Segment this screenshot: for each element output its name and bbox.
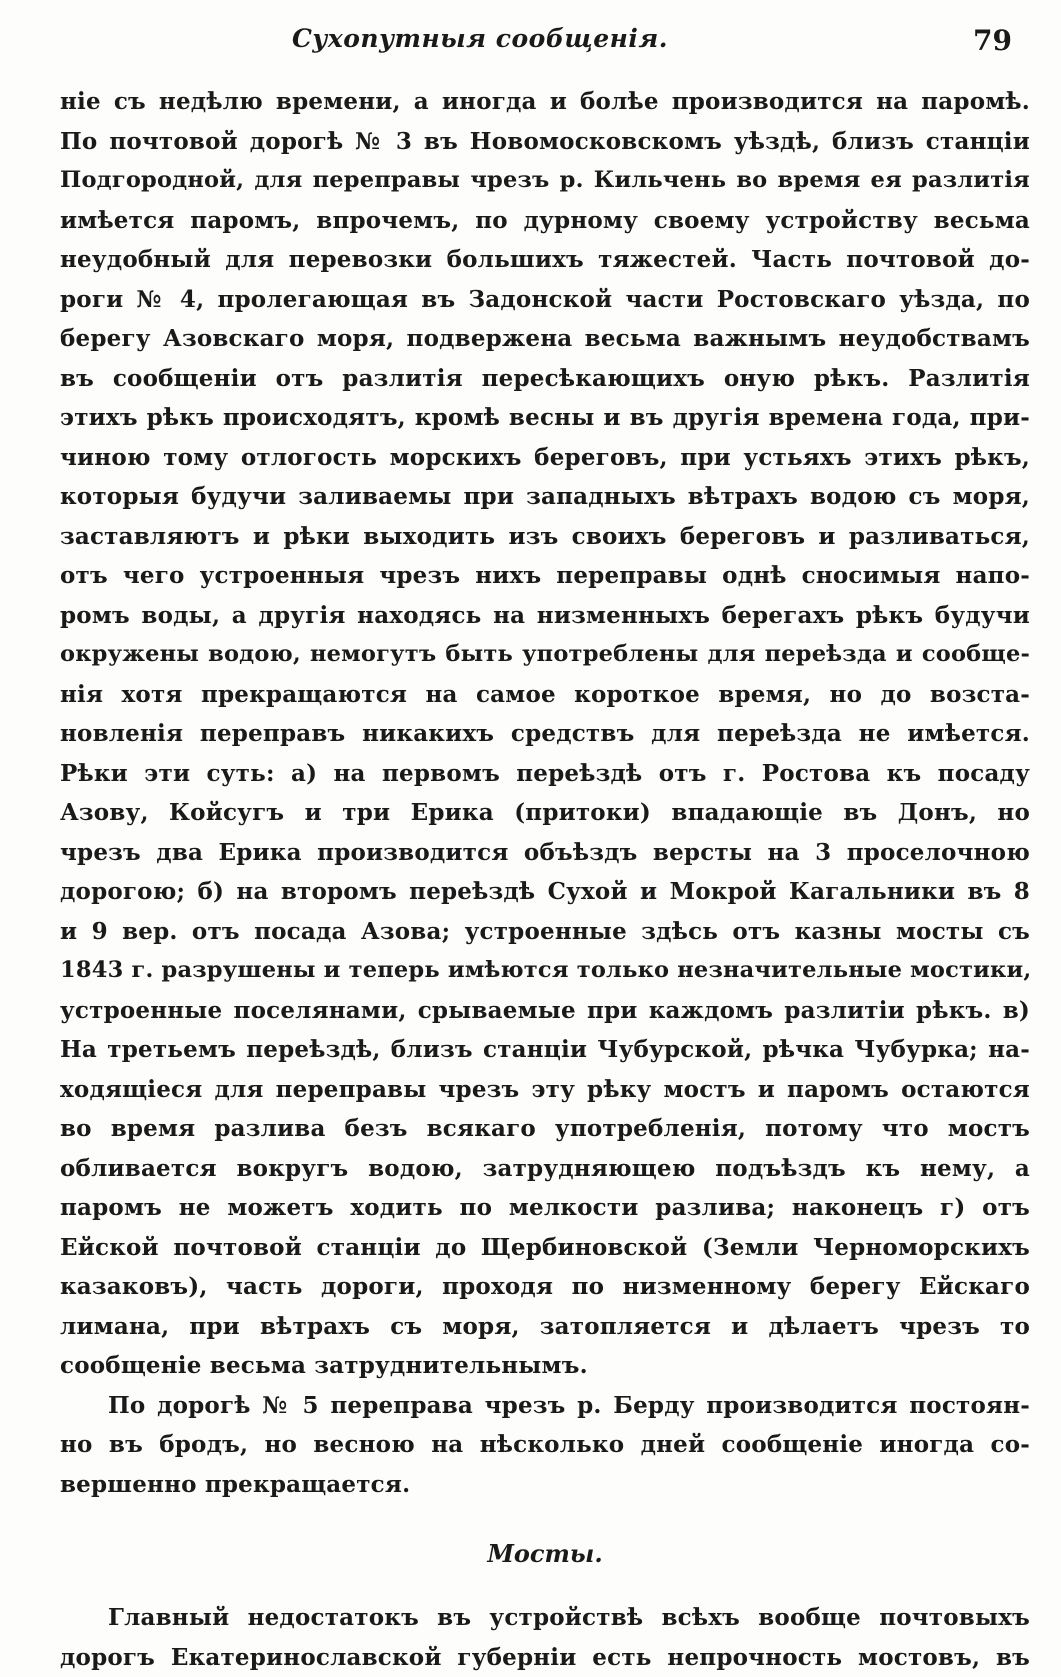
page-number: 79 (973, 24, 1012, 57)
text-line: На третьемъ переѣздѣ, близъ станціи Чубурской, рѣчка Чубурка; на- (60, 1036, 1030, 1063)
running-head (60, 24, 1030, 64)
body-text (60, 82, 1030, 1677)
text-line: дорогъ Екатеринославской губерніи есть непрочность мостовъ, въ (60, 1643, 1030, 1671)
text-line: Азову, Койсугъ и три Ерика (притоки) впадающіе въ Донъ, но (60, 799, 1030, 826)
text-line: окружены водою, немогутъ быть употреблены для переѣзда и сообще- (60, 641, 1030, 667)
text-line: чрезъ два Ерика производится объѣздъ версты на 3 проселочною (60, 838, 1030, 866)
text-line: которыя будучи заливаемы при западныхъ вѣтрахъ водою съ моря, (60, 483, 1030, 510)
spacer (60, 1576, 1030, 1598)
text-line: По дорогѣ № 5 переправа чрезъ р. Берду производится постоян- (108, 1391, 1030, 1419)
text-line: и 9 вер. отъ посада Азова; устроенные здѣсь отъ казны мосты съ (60, 917, 1030, 945)
text-line: новленія переправъ никакихъ средствъ для переѣзда не имѣется. (60, 720, 1030, 747)
text-line: Ейской почтовой станціи до Щербиновской (Земли Черноморскихъ (60, 1233, 1030, 1261)
text-line: во время разлива безъ всякаго употребленія, потому что мостъ (60, 1115, 1030, 1142)
text-line: но въ бродъ, но весною на нѣсколько дней сообщеніе иногда со- (60, 1431, 1030, 1458)
text-line: ходящіеся для переправы чрезъ эту рѣку мостъ и паромъ остаются (60, 1075, 1030, 1103)
text-line: дорогою; б) на второмъ переѣздѣ Сухой и Мокрой Кагальники въ 8 (60, 878, 1030, 905)
text-line: обливается вокругъ водою, затрудняющею подъѣздъ къ нему, а (60, 1154, 1030, 1182)
spacer (60, 1504, 1030, 1532)
text-line: сообщеніе весьма затруднительнымъ. (60, 1352, 588, 1379)
text-line: нія хотя прекращаются на самое короткое время, но до возста- (60, 680, 1030, 708)
text-line: берегу Азовскаго моря, подвержена весьма важнымъ неудобствамъ (60, 325, 1030, 352)
text-line: Подгородной, для переправы чрезъ р. Кильчень во время ея разлитія (60, 167, 1030, 193)
text-line: чиною тому отлогость морскихъ береговъ, при устьяхъ этихъ рѣкъ, (60, 443, 1030, 471)
text-line: казаковъ), часть дороги, проходя по низменному берегу Ейскаго (60, 1273, 1030, 1300)
paragraph-3 (60, 1598, 1030, 1677)
text-line: устроенные поселянами, срываемые при каждомъ разлитіи рѣкъ. в) (60, 996, 1030, 1024)
section-heading: Мосты. (487, 1539, 603, 1568)
text-line: ромъ воды, а другія находясь на низменныхъ берегахъ рѣкъ будучи (60, 601, 1030, 629)
text-line: По почтовой дорогѣ № 3 въ Новомосковскомъ уѣздѣ, близъ станціи (60, 127, 1030, 155)
text-line: 1843 г. разрушены и теперь имѣются только незначительные мостики, (60, 957, 1032, 983)
text-line: Рѣки эти суть: а) на первомъ переѣздѣ отъ г. Ростова къ посаду (60, 759, 1030, 787)
text-line: роги № 4, пролегающая въ Задонской части Ростовскаго уѣзда, по (60, 285, 1030, 313)
text-line: имѣется паромъ, впрочемъ, по дурному своему устройству весьма (60, 206, 1030, 234)
text-line: неудобный для перевозки большихъ тяжестей. Часть почтовой до- (60, 246, 1030, 273)
running-head-title: Сухопутныя сообщенія. (292, 24, 668, 53)
paragraph-1 (60, 82, 1030, 1386)
text-line: Главный недостатокъ въ устройствѣ всѣхъ вообще почтовыхъ (108, 1604, 1030, 1631)
text-line: въ сообщеніи отъ разлитія пересѣкающихъ оную рѣкъ. Разлитія (60, 364, 1030, 392)
paragraph-2 (60, 1386, 1030, 1505)
text-line: вершенно прекращается. (60, 1470, 411, 1498)
text-line: паромъ не можетъ ходить по мелкости разлива; наконецъ г) отъ (60, 1194, 1030, 1221)
text-line: лимана, при вѣтрахъ съ моря, затопляется и дѣлаетъ чрезъ то (60, 1312, 1030, 1340)
text-line: отъ чего устроенныя чрезъ нихъ переправы однѣ сносимыя напо- (60, 562, 1030, 589)
text-line: ніе съ недѣлю времени, а иногда и болѣе производится на паромѣ. (60, 88, 1030, 115)
text-line: заставляютъ и рѣки выходить изъ своихъ береговъ и разливаться, (60, 522, 1030, 550)
text-line: этихъ рѣкъ происходятъ, кромѣ весны и въ другія времена года, при- (60, 404, 1030, 431)
